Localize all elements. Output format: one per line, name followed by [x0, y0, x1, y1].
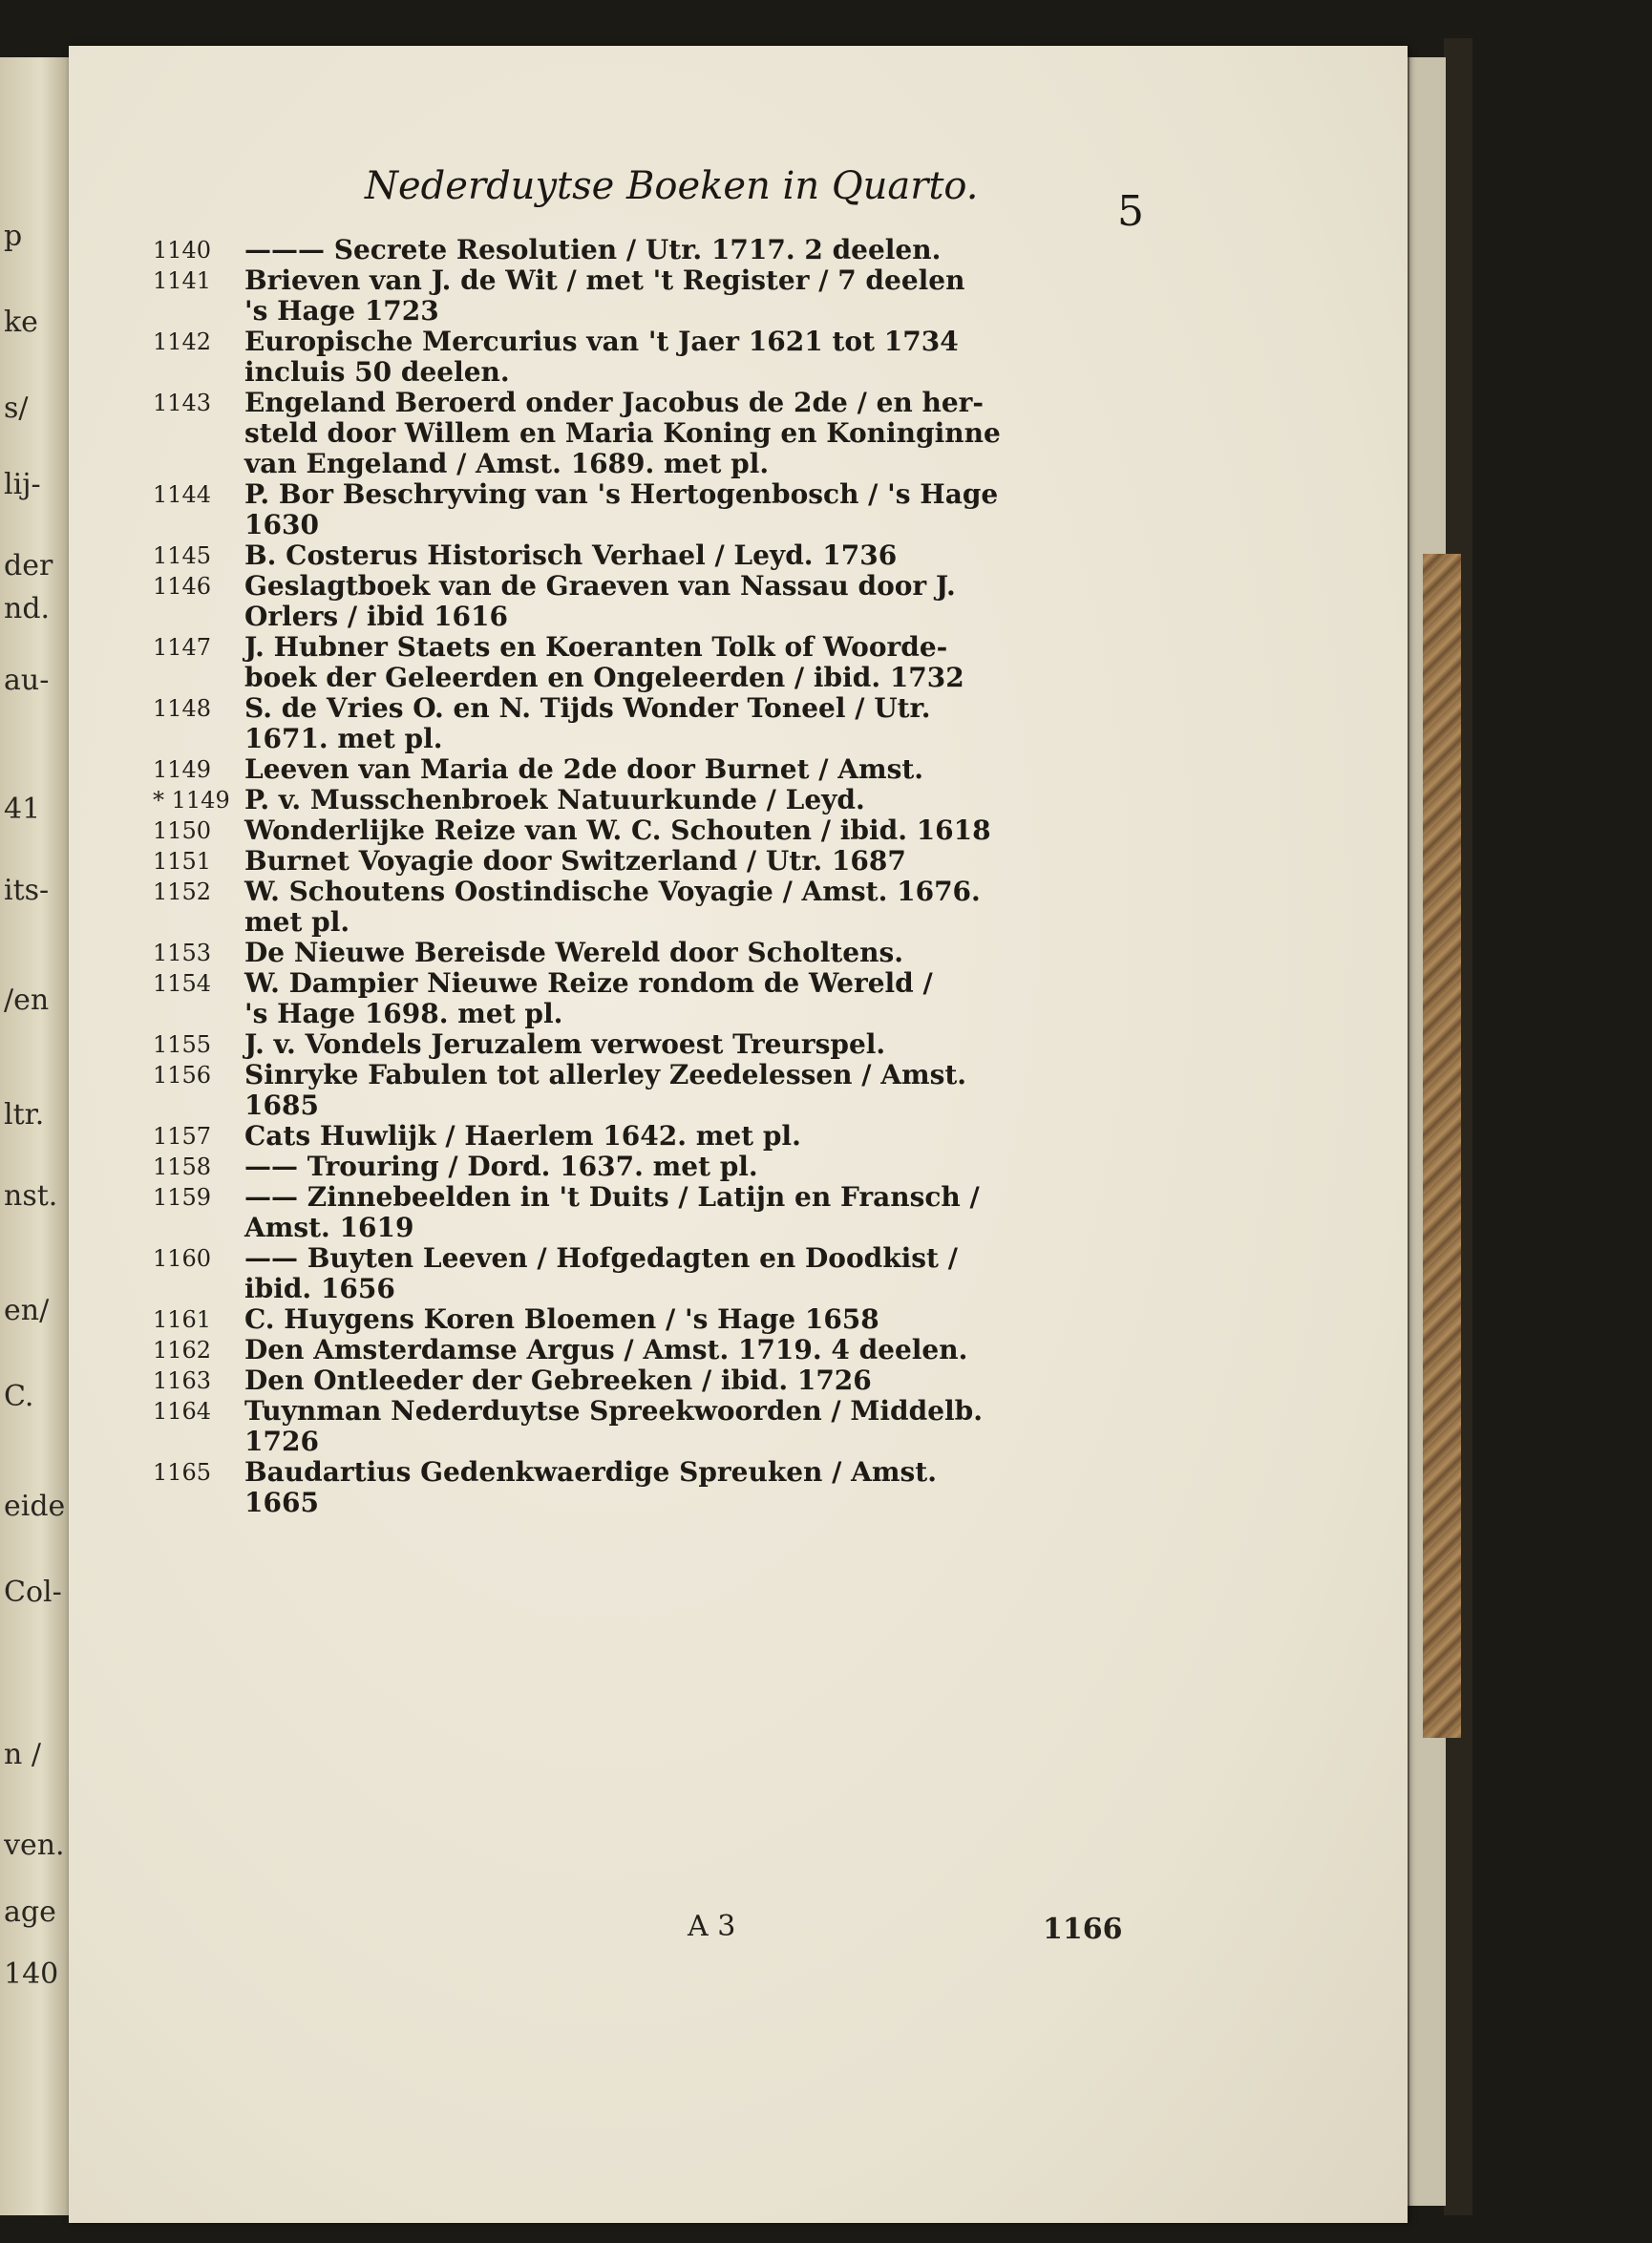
entry-number: 1161: [153, 1306, 212, 1333]
entry-number: 1148: [153, 695, 212, 722]
catalogue-entry: [153, 1152, 1155, 1182]
entry-text-line: 's Hage 1698. met pl.: [244, 998, 563, 1029]
entry-text-line: incluis 50 deelen.: [244, 356, 510, 388]
catalogue-entry: [153, 754, 1155, 785]
catalogue-entry: [153, 1121, 1155, 1152]
entry-text-line: steld door Willem en Maria Koning en Koninginne: [244, 417, 1001, 449]
catalogue-entry: [153, 388, 1155, 479]
entry-number: 1159: [153, 1184, 212, 1211]
entry-text-line: J. v. Vondels Jeruzalem verwoest Treurspel.: [244, 1028, 886, 1060]
entry-text-line: 1630: [244, 509, 319, 540]
entry-text-line: Europische Mercurius van 't Jaer 1621 tot 1734: [244, 326, 959, 357]
entry-text-line: 1665: [244, 1487, 319, 1518]
entry-text-line: Baudartius Gedenkwaerdige Spreuken / Amst.: [244, 1456, 937, 1488]
catalogue-entry: [153, 1060, 1155, 1121]
entry-number: 1140: [153, 237, 212, 264]
entry-text-line: van Engeland / Amst. 1689. met pl.: [244, 448, 770, 479]
entry-text-line: Sinryke Fabulen tot allerley Zeedelessen / Amst.: [244, 1059, 967, 1090]
entry-text-line: —— Trouring / Dord. 1637. met pl.: [244, 1151, 758, 1182]
signature-mark: A 3: [688, 1910, 736, 1943]
catalogue-entry: [153, 815, 1155, 846]
facing-page-fragment: ltr.: [4, 1098, 45, 1132]
entry-number: 1160: [153, 1245, 212, 1272]
entry-number: 1145: [153, 542, 212, 569]
entry-text-line: P. v. Musschenbroek Natuurkunde / Leyd.: [244, 784, 865, 815]
entry-number: 1149: [153, 756, 212, 783]
entry-text-line: Brieven van J. de Wit / met 't Register / 7 deelen: [244, 265, 965, 296]
facing-page-fragment: au-: [4, 664, 50, 697]
catalogue-entry: [153, 479, 1155, 540]
entry-number: 1158: [153, 1153, 212, 1180]
catalogue-entry: [153, 877, 1155, 938]
entry-number: 1153: [153, 940, 212, 966]
entry-number: 1143: [153, 390, 212, 416]
facing-page-fragment: s/: [4, 391, 29, 425]
catalogue-entry: [153, 1304, 1155, 1335]
entry-text-line: Wonderlijke Reize van W. C. Schouten / ibid. 1618: [244, 815, 991, 846]
entry-number: 1154: [153, 970, 212, 997]
entry-text-line: —— Buyten Leeven / Hofgedagten en Doodkist /: [244, 1242, 958, 1274]
facing-page-fragment: en/: [4, 1294, 50, 1327]
entry-number: 1157: [153, 1123, 212, 1150]
page-header: Nederduytse Boeken in Quarto.: [365, 164, 979, 208]
entry-number: 1165: [153, 1459, 212, 1486]
entry-number: 1144: [153, 481, 212, 508]
catalogue-entry: [153, 693, 1155, 754]
entry-text-line: Burnet Voyagie door Switzerland / Utr. 1687: [244, 845, 906, 877]
entry-text-line: ibid. 1656: [244, 1273, 395, 1304]
catalogue-entry: [153, 632, 1155, 693]
entry-text-line: P. Bor Beschryving van 's Hertogenbosch / 's Hage: [244, 478, 999, 510]
catalogue-entry: [153, 1365, 1155, 1396]
facing-page-fragment: nd.: [4, 592, 51, 625]
facing-page-fragment: ke: [4, 306, 38, 339]
entry-text-line: boek der Geleerden en Ongeleerden / ibid. 1732: [244, 662, 964, 693]
entry-text-line: Engeland Beroerd onder Jacobus de 2de / en her-: [244, 387, 985, 418]
facing-page-edge: [0, 57, 71, 2215]
facing-page-fragment: 140: [4, 1957, 59, 1991]
entry-text-line: Leeven van Maria de 2de door Burnet / Amst.: [244, 753, 924, 785]
entry-number: 1150: [153, 817, 212, 844]
facing-page-fragment: ven.: [4, 1829, 65, 1862]
catalogue-entry: [153, 1457, 1155, 1518]
catalogue-entry: [153, 235, 1155, 265]
catalogue-entry: [153, 540, 1155, 571]
catalogue-entry: [153, 785, 1155, 815]
entry-number: 1141: [153, 267, 212, 294]
entry-number: 1164: [153, 1398, 212, 1425]
entry-number: 1155: [153, 1031, 212, 1058]
facing-page-fragment: age: [4, 1895, 56, 1929]
facing-page-fragment: /en: [4, 984, 50, 1017]
entry-text-line: Den Ontleeder der Gebreeken / ibid. 1726: [244, 1365, 872, 1396]
entry-text-line: Cats Huwlijk / Haerlem 1642. met pl.: [244, 1120, 801, 1152]
catalogue-entry: [153, 265, 1155, 327]
facing-page-fragment: Col-: [4, 1576, 62, 1609]
entry-text-line: S. de Vries O. en N. Tijds Wonder Toneel / Utr.: [244, 692, 931, 724]
entry-number: 1152: [153, 878, 212, 905]
entry-text-line: J. Hubner Staets en Koeranten Tolk of Woorde-: [244, 631, 948, 663]
entry-text-line: B. Costerus Historisch Verhael / Leyd. 1736: [244, 540, 898, 571]
facing-page-fragment: 41: [4, 793, 41, 826]
entry-number: * 1149: [153, 787, 230, 814]
catchword: 1166: [1043, 1913, 1123, 1946]
entry-text-line: Tuynman Nederduytse Spreekwoorden / Middelb.: [244, 1395, 983, 1427]
entry-text-line: met pl.: [244, 906, 350, 938]
entry-text-line: 's Hage 1723: [244, 295, 439, 327]
entry-number: 1156: [153, 1062, 212, 1089]
entry-text-line: Orlers / ibid 1616: [244, 601, 508, 632]
marbled-endpaper: [1423, 554, 1461, 1738]
catalogue-entry: [153, 846, 1155, 877]
entry-text-line: C. Huygens Koren Bloemen / 's Hage 1658: [244, 1303, 879, 1335]
entry-text-line: Amst. 1619: [244, 1212, 414, 1243]
catalogue-entry: [153, 1029, 1155, 1060]
facing-page-fragment: n /: [4, 1738, 41, 1771]
entry-text-line: Geslagtboek van de Graeven van Nassau door J.: [244, 570, 956, 602]
catalogue-entry: [153, 327, 1155, 388]
facing-page-fragment: nst.: [4, 1179, 58, 1213]
entry-number: 1162: [153, 1337, 212, 1364]
facing-page-fragment: its-: [4, 874, 50, 907]
facing-page-fragment: p: [4, 220, 23, 253]
entry-text-line: 1671. met pl.: [244, 723, 443, 754]
entry-text-line: Den Amsterdamse Argus / Amst. 1719. 4 deelen.: [244, 1334, 968, 1365]
entry-text-line: De Nieuwe Bereisde Wereld door Scholtens.: [244, 937, 903, 968]
entry-number: 1147: [153, 634, 212, 661]
catalogue-entry: [153, 571, 1155, 632]
facing-page-fragment: eide: [4, 1490, 66, 1523]
entry-number: 1151: [153, 848, 212, 875]
catalogue-entries: [153, 235, 1155, 1518]
catalogue-entry: [153, 1396, 1155, 1457]
entry-text-line: 1685: [244, 1090, 319, 1121]
entry-text-line: ——— Secrete Resolutien / Utr. 1717. 2 deelen.: [244, 234, 942, 265]
catalogue-entry: [153, 1182, 1155, 1243]
entry-text-line: W. Schoutens Oostindische Voyagie / Amst. 1676.: [244, 876, 981, 907]
facing-page-fragment: lij-: [4, 468, 41, 501]
entry-number: 1142: [153, 328, 212, 355]
catalogue-entry: [153, 1243, 1155, 1304]
entry-text-line: W. Dampier Nieuwe Reize rondom de Wereld /: [244, 967, 933, 999]
entry-number: 1163: [153, 1367, 212, 1394]
catalogue-entry: [153, 1335, 1155, 1365]
entry-text-line: 1726: [244, 1426, 319, 1457]
facing-page-fragment: C.: [4, 1380, 34, 1413]
facing-page-fragment: der: [4, 549, 53, 582]
entry-text-line: —— Zinnebeelden in 't Duits / Latijn en Fransch /: [244, 1181, 980, 1213]
page-number: 5: [1117, 187, 1144, 236]
catalogue-entry: [153, 968, 1155, 1029]
entry-number: 1146: [153, 573, 212, 600]
catalogue-entry: [153, 938, 1155, 968]
